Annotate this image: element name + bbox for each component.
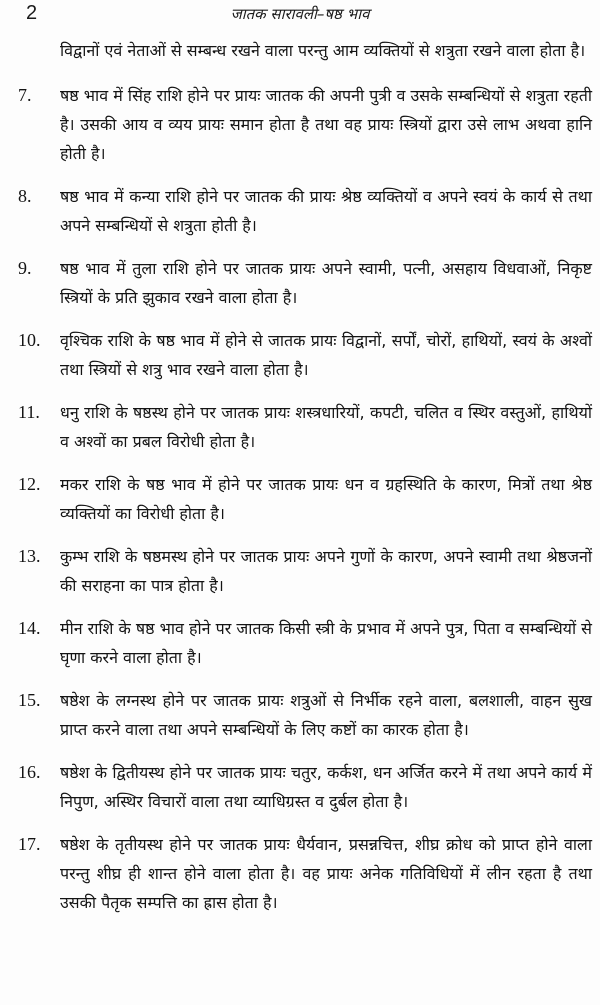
item-number: 17. [18, 834, 41, 854]
item-number: 12. [18, 474, 41, 494]
list-item [0, 398, 600, 456]
item-number: 14. [18, 618, 41, 638]
item-text: धनु राशि के षष्ठस्थ होने पर जातक प्रायः शस्त्रधारियों, कपटी, चलित व स्थिर वस्तुओं, हाथियों व अश्वों का प्रबल विरोधी होता है। [60, 403, 592, 451]
list-item [0, 470, 600, 528]
item-text: षष्ठ भाव में तुला राशि होने पर जातक प्रायः अपने स्वामी, पत्नी, असहाय विधवाओं, निकृष्ट स्त्रियों के प्रति झुकाव रखने वाला होता है। [60, 259, 592, 307]
page-number: 2 [26, 2, 38, 24]
running-header: जातक सारावली–षष्ठ भाव [230, 5, 370, 23]
item-text: कुम्भ राशि के षष्ठमस्थ होने पर जातक प्रायः अपने गुणों के कारण, अपने स्वामी तथा श्रेष्ठजनों की सराहना का पात्र होता है। [60, 547, 592, 595]
item-number: 7. [18, 85, 32, 105]
item-number: 8. [18, 186, 32, 206]
list-item [0, 81, 600, 168]
item-text: वृश्चिक राशि के षष्ठ भाव में होने से जातक प्रायः विद्वानों, सर्पों, चोरों, हाथियों, स्वयं के अश्वों तथा स्त्रियों से शत्रु भाव रखने वाला होता है। [60, 331, 592, 379]
item-number: 13. [18, 546, 41, 566]
list-item [0, 686, 600, 744]
list-item [0, 326, 600, 384]
list-item [0, 182, 600, 240]
item-text: षष्ठ भाव में कन्या राशि होने पर जातक की प्रायः श्रेष्ठ व्यक्तियों व अपने स्वयं के कार्य से तथा अपने सम्बन्धियों से शत्रुता होती है। [60, 187, 592, 235]
item-number: 15. [18, 690, 41, 710]
item-text: षष्ठ भाव में सिंह राशि होने पर प्रायः जातक की अपनी पुत्री व उसके सम्बन्धियों से शत्रुता रहती है। उसकी आय व व्यय प्रायः समान होता है तथा वह प्रायः स्त्रियों द्वारा उसे लाभ अथवा हानि होती है। [60, 86, 592, 163]
list-item [0, 614, 600, 672]
item-text: षष्ठेश के लग्नस्थ होने पर जातक प्रायः शत्रुओं से निर्भीक रहने वाला, बलशाली, वाहन सुख प्राप्त करने वाला तथा अपने सम्बन्धियों के लिए कष्टों का कारक होता है। [60, 691, 592, 739]
list-item [0, 830, 600, 917]
item-number: 11. [18, 402, 40, 422]
item-number: 16. [18, 762, 41, 782]
item-text: मकर राशि के षष्ठ भाव में होने पर जातक प्रायः धन व ग्रहस्थिति के कारण, मित्रों तथा श्रेष्ठ व्यक्तियों का विरोधी होता है। [60, 475, 592, 523]
item-text: षष्ठेश के तृतीयस्थ होने पर जातक प्रायः धैर्यवान, प्रसन्नचित्त, शीघ्र क्रोध को प्राप्त होने वाला परन्तु शीघ्र ही शान्त होने वाला होता है। वह प्रायः अनेक गतिविधियों में लीन रहता है तथा उसकी पैतृक सम्पत्ति का ह्रास होता है। [60, 835, 592, 912]
list-item [0, 542, 600, 600]
continuation-paragraph: विद्वानों एवं नेताओं से सम्बन्ध रखने वाला परन्तु आम व्यक्तियों से शत्रुता रखने वाला होता है। [60, 41, 586, 60]
list-item [0, 758, 600, 816]
list-item [0, 254, 600, 312]
item-text: मीन राशि के षष्ठ भाव होने पर जातक किसी स्त्री के प्रभाव में अपने पुत्र, पिता व सम्बन्धियों से घृणा करने वाला होता है। [60, 619, 592, 667]
item-number: 10. [18, 330, 41, 350]
page-content [0, 36, 600, 931]
item-number: 9. [18, 258, 32, 278]
item-text: षष्ठेश के द्वितीयस्थ होने पर जातक प्रायः चतुर, कर्कश, धन अर्जित करने में तथा अपने कार्य में निपुण, अस्थिर विचारों वाला तथा व्याधिग्रस्त व दुर्बल होता है। [60, 763, 592, 811]
